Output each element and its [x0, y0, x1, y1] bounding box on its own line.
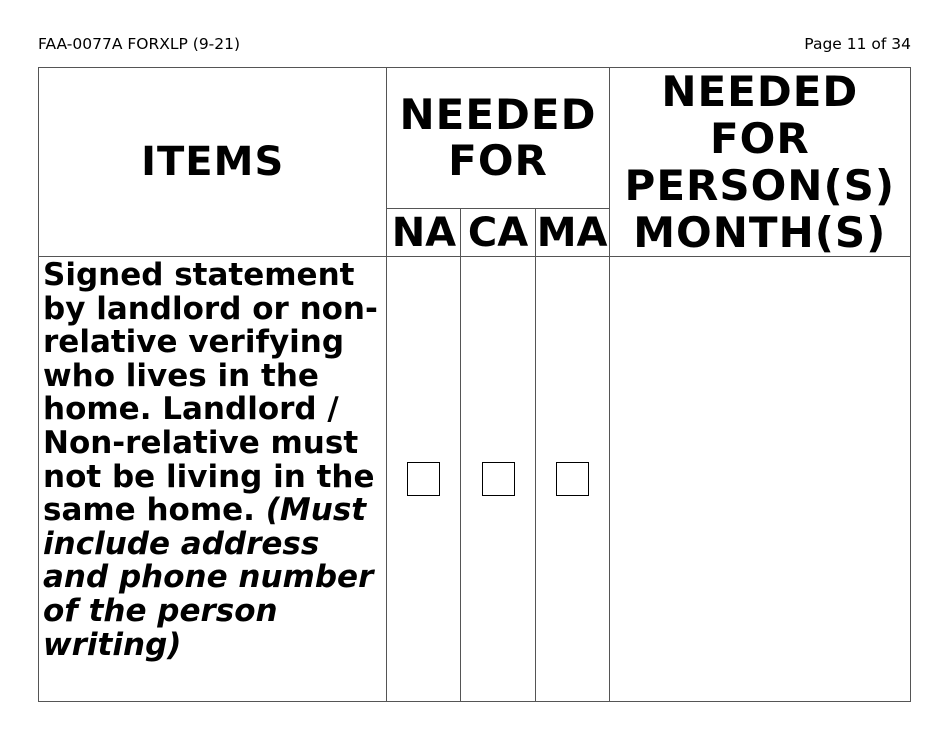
needed-for-header-text: NEEDED FOR	[399, 90, 597, 185]
ma-cell	[535, 257, 609, 702]
items-header: ITEMS	[39, 68, 387, 257]
needed-for-person-header-text: NEEDED FOR PERSON(S) MONTH(S)	[624, 67, 896, 257]
program-header-ma: MA	[536, 209, 608, 256]
na-checkbox[interactable]	[407, 462, 440, 496]
needed-for-header	[387, 68, 609, 209]
items-table	[38, 67, 911, 702]
na-cell	[387, 257, 461, 702]
item-note: (Must include address and phone number of the person writing)	[43, 492, 374, 663]
ca-checkbox[interactable]	[482, 462, 515, 496]
item-description	[39, 257, 387, 702]
page-number: Page 11 of 34	[804, 35, 911, 53]
needed-for-person-header	[609, 68, 910, 257]
item-text: Signed statement by landlord or non-relative verifying who lives in the home. Landlord / Non-relative must not be living in the same home.	[43, 257, 378, 529]
header-row	[39, 68, 911, 209]
program-header-ca: CA	[461, 209, 535, 257]
person-months-cell[interactable]	[609, 257, 910, 702]
table-row	[39, 257, 911, 702]
ma-checkbox[interactable]	[556, 462, 589, 496]
form-id: FAA-0077A FORXLP (9-21)	[38, 35, 241, 53]
ca-cell	[461, 257, 535, 702]
program-header-na: NA	[387, 209, 461, 257]
